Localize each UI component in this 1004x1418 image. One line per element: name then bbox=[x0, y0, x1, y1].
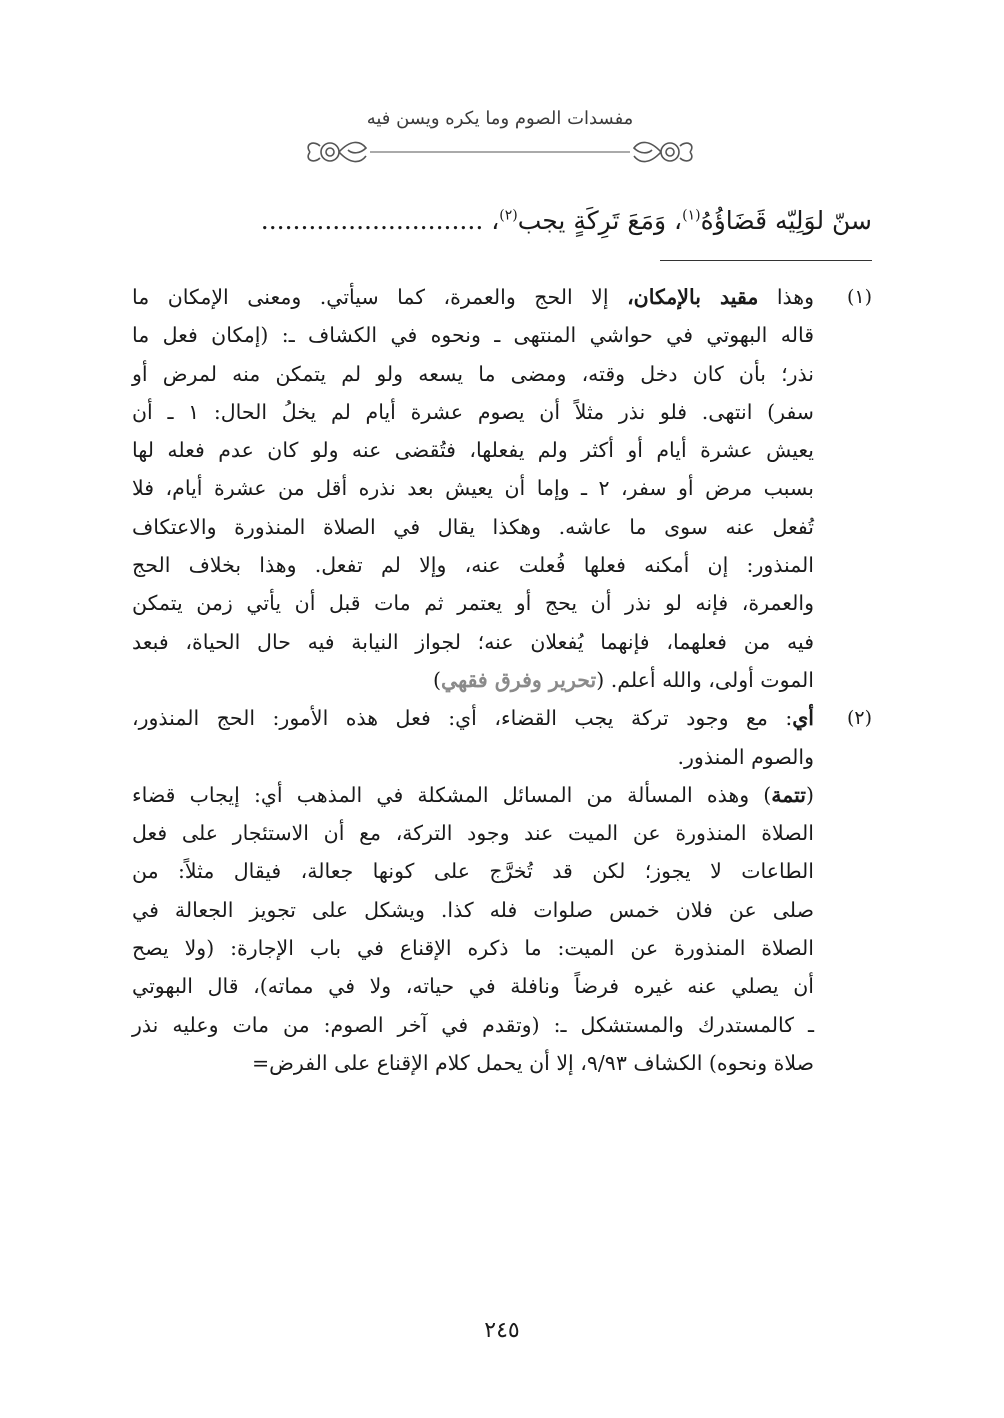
text-run: وهذا bbox=[758, 285, 815, 309]
footnote-line: قاله البهوتي في حواشي المنتهى ـ ونحوه في الكشاف ـ: (إمكان فعل ما bbox=[132, 323, 814, 348]
footnote-line bbox=[132, 661, 814, 699]
footnote-line: صلى عن فلان خمس صلوات فله كذا. ويشكل على تجويز الجعالة في bbox=[132, 897, 814, 922]
footnote-ref-1: (١) bbox=[682, 207, 701, 224]
footnote-addendum bbox=[132, 776, 872, 1082]
footnote-line: أن يصلي عنه غيره فرضاً ونافلة في حياته، ولا في مماته)، قال البهوتي bbox=[132, 974, 814, 999]
footnote-line: والصوم المنذور. bbox=[677, 744, 814, 769]
footnote-line: ـ كالمستدرك والمستشكل ـ: (وتقدم في آخر الصوم: من مات وعليه نذر bbox=[132, 1012, 814, 1037]
bold-term: تتمة bbox=[771, 782, 806, 807]
text-run: ) bbox=[433, 667, 442, 692]
main-text-dots: ............................ bbox=[260, 206, 484, 235]
footnote-line: والعمرة، فإنه لو نذر أن يحج أو يعتمر ثم مات قبل أن يأتي زمن يتمكن bbox=[132, 591, 814, 616]
footnote-line: الصلاة المنذورة عن الميت عند وجود التركة، مع أن الاستئجار على فعل bbox=[132, 821, 814, 846]
footnote-line: يعيش عشرة أيام أو أكثر ولم يفعلها، فتُقضى عنه ولو كان عدم فعله لها bbox=[132, 438, 814, 463]
footnote-line: الصلاة المنذورة عن الميت: ما ذكره الإقناع في باب الإجارة: (ولا يصح bbox=[132, 936, 814, 961]
footnote-line bbox=[132, 699, 814, 737]
decorative-flourish-divider-icon bbox=[300, 130, 700, 170]
footnote-line: فيه من فعلهما، فإنهما يُفعلان عنه؛ لجواز النيابة فيه حال الحياة، فبعد bbox=[132, 629, 814, 654]
footnote-number: (١) bbox=[846, 286, 872, 308]
footnote-1 bbox=[132, 278, 872, 699]
footnote-number: (٢) bbox=[846, 707, 872, 730]
text-run: إلا الحج والعمرة، كما سيأتي. ومعنى الإمكان ما bbox=[132, 285, 628, 309]
text-run: الموت أولى، والله أعلم. ( bbox=[596, 667, 814, 692]
bold-term: مقيد بالإمكان، bbox=[627, 285, 759, 309]
footnote-2 bbox=[132, 699, 872, 776]
footnote-line: بسبب مرض أو سفر، ٢ ـ وإما أن يعيش بعد نذره أقل من عشرة أيام، فلا bbox=[132, 476, 814, 501]
running-header-title: مفسدات الصوم وما يكره ويسن فيه bbox=[366, 108, 634, 129]
text-run: ) وهذه المسألة من المسائل المشكلة في المذهب أي: إيجاب قضاء bbox=[132, 782, 772, 807]
footnote-ref-2: (٢) bbox=[499, 207, 518, 224]
bold-term: أي bbox=[792, 706, 814, 731]
footnote-line: صلاة ونحوه) الكشاف ٩/٩٣، إلا أن يحمل كلام الإقناع على الفرض= bbox=[251, 1050, 814, 1075]
footnote-separator bbox=[660, 260, 872, 261]
page-number: ٢٤٥ bbox=[484, 1318, 520, 1343]
source-note: تحرير وفرق فقهي bbox=[441, 667, 597, 692]
text-run: ( bbox=[806, 782, 814, 807]
footnote-line bbox=[132, 776, 814, 814]
running-header bbox=[300, 108, 700, 170]
main-text-middle: ، وَمَعَ تَرِكَةٍ يجب bbox=[517, 206, 683, 235]
footnote-line: نذر؛ بأن كان دخل وقته، ومضى ما يسعه ولو لم يتمكن منه لمرض أو bbox=[132, 361, 814, 386]
footnote-line: الطاعات لا يجوز؛ لكن قد تُخرَّج على كونها جعالة، فيقال مثلاً: من bbox=[132, 859, 814, 884]
footnote-line: المنذور: إن أمكنه فعلها فُعلت عنه، وإلا لم تفعل. وهذا بخلاف الحج bbox=[132, 553, 814, 578]
main-text-start: سنّ لوَلِيّه قَضَاؤُهُ bbox=[700, 206, 872, 235]
main-text-line bbox=[132, 198, 872, 244]
text-run: : مع وجود تركة يجب القضاء، أي: فعل هذه الأمور: الحج المنذور، bbox=[132, 706, 793, 731]
main-text-end: ، bbox=[483, 206, 500, 235]
footnotes bbox=[132, 278, 872, 1082]
footnote-line: تُفعل عنه سوى ما عاشه. وهكذا يقال في الصلاة المنذورة والاعتكاف bbox=[132, 514, 814, 539]
footnote-line bbox=[132, 278, 814, 316]
footnote-line: سفر) انتهى. فلو نذر مثلاً أن يصوم عشرة أيام لم يخلُ الحال: ١ ـ أن bbox=[132, 399, 814, 424]
